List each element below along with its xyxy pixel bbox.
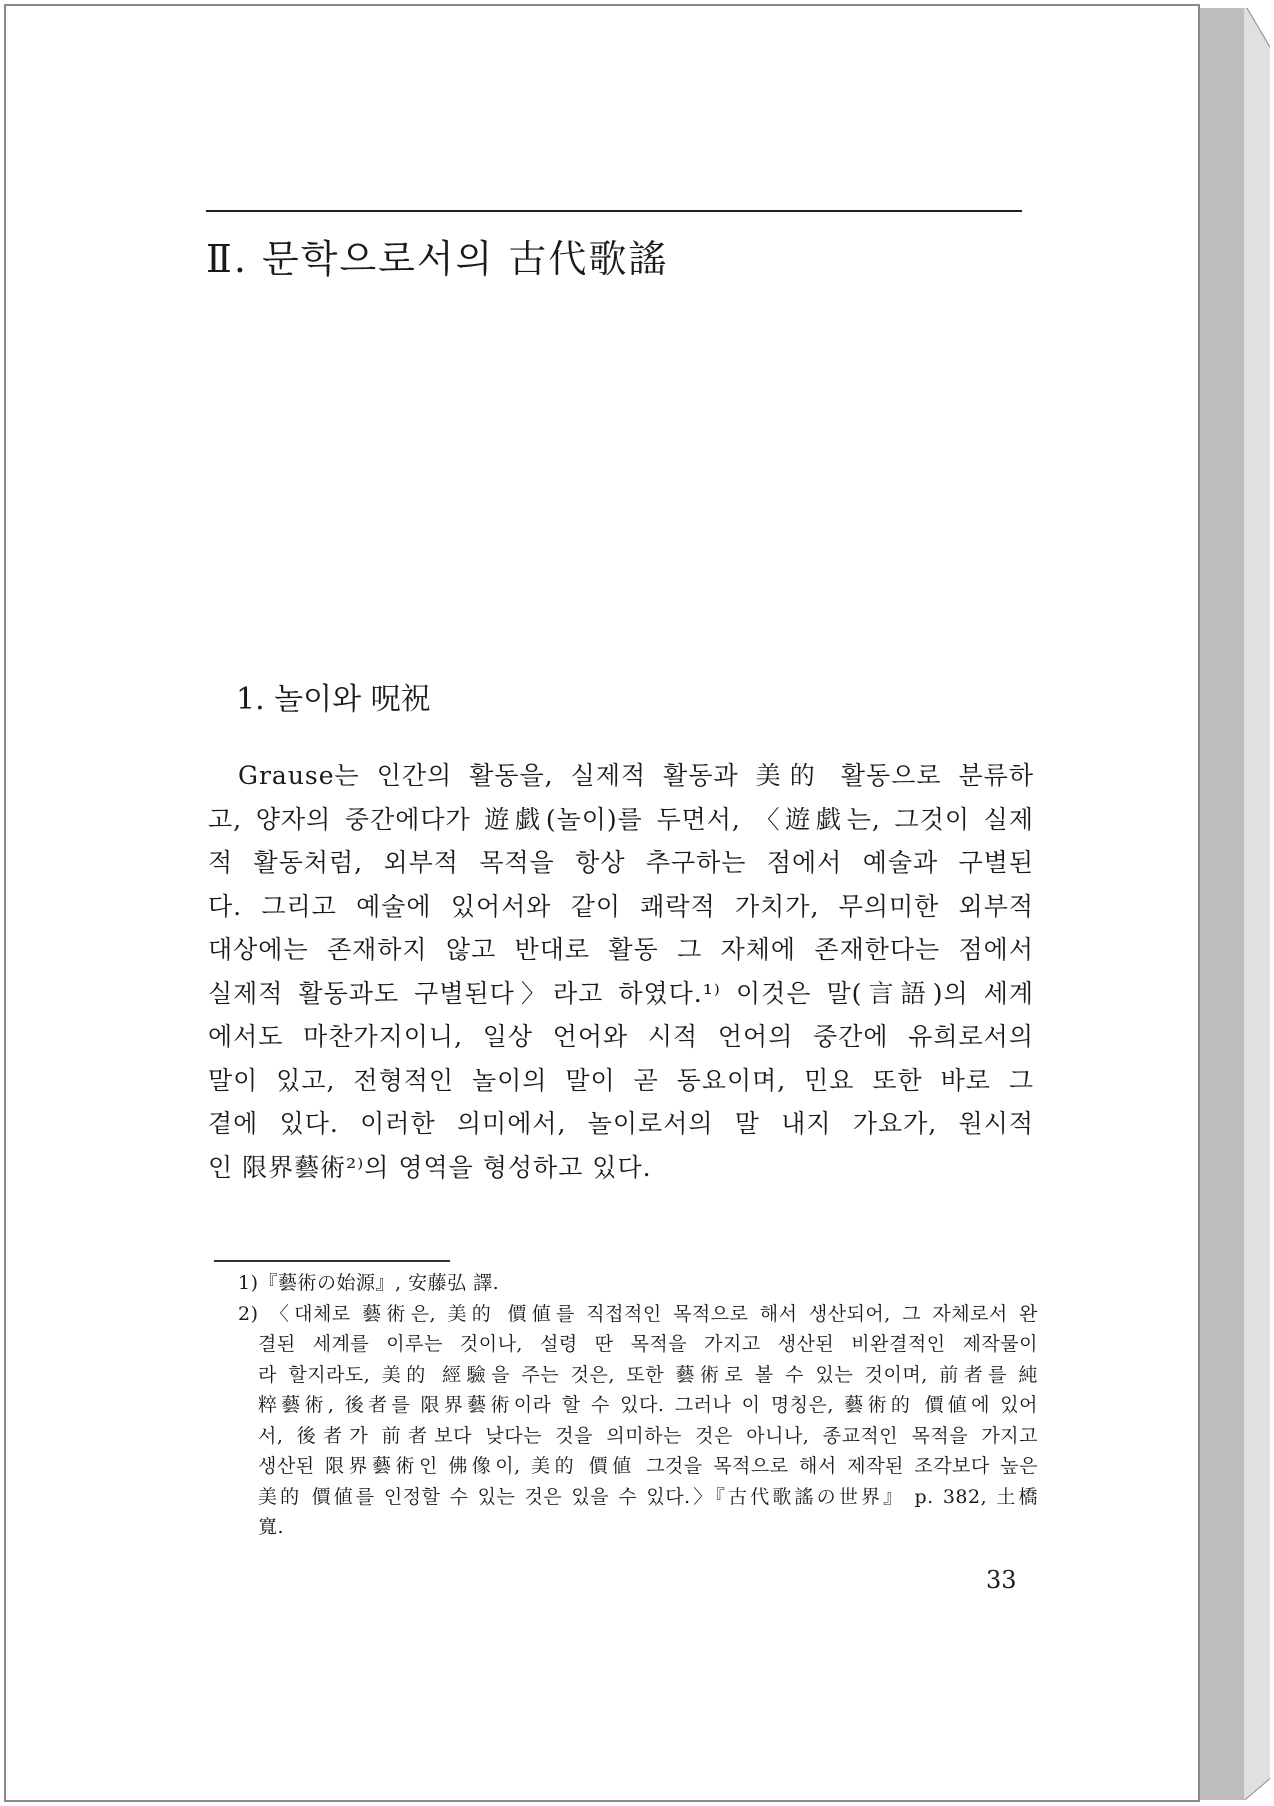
footnote-line: 라 할지라도, 美的 經驗을 주는 것은, 또한 藝術로 볼 수 있는 것이며, 前者를 純: [258, 1363, 1038, 1386]
body-line: 대상에는 존재하지 않고 반대로 활동 그 자체에 존재한다는 점에서: [208, 935, 1034, 964]
body-line: 실제적 활동과도 구별된다〉라고 하였다.¹⁾ 이것은 말(言語)의 세계: [208, 978, 1034, 1008]
footnotes: [238, 1268, 1038, 1543]
body-line: Grause는 인간의 활동을, 실제적 활동과 美的 활동으로 분류하: [238, 761, 1034, 790]
chapter-title: Ⅱ. 문학으로서의 古代歌謠: [206, 237, 669, 281]
body-paragraph: [208, 754, 1034, 1189]
body-line: 고, 양자의 중간에다가 遊戯(놀이)를 두면서, 〈遊戯는, 그것이 실제: [208, 804, 1034, 834]
footnote-2: 2) 〈대체로 藝術은, 美的 價値를 직접적인 목적으로 해서 생산되어, 그 자체로서 완: [238, 1302, 1038, 1325]
body-line: 인 限界藝術²⁾의 영역을 형성하고 있다.: [208, 1152, 652, 1182]
footnote-line: 美的 價値를 인정할 수 있는 것은 있을 수 있다.〉『古代歌謠の世界』 p. 382, 土橋: [258, 1485, 1038, 1508]
body-line: 곁에 있다. 이러한 의미에서, 놀이로서의 말 내지 가요가, 원시적: [208, 1109, 1034, 1138]
footnote-line: 결된 세계를 이루는 것이나, 설령 딴 목적을 가지고 생산된 비완결적인 제작물이: [258, 1333, 1038, 1355]
footnote-line: 생산된 限界藝術인 佛像이, 美的 價値 그것을 목적으로 해서 제작된 조각보다 높은: [258, 1455, 1038, 1477]
body-line: 말이 있고, 전형적인 놀이의 말이 곧 동요이며, 민요 또한 바로 그: [208, 1065, 1034, 1095]
footnote-line: 寬.: [258, 1516, 285, 1538]
body-line: 다. 그리고 예술에 있어서와 같이 쾌락적 가치가, 무의미한 외부적: [208, 891, 1034, 921]
page-number: 33: [986, 1566, 1017, 1594]
footnote-line: 서, 後者가 前者보다 낮다는 것을 의미하는 것은 아니나, 종교적인 목적을 가지고: [258, 1424, 1038, 1447]
footnote-line: 粹藝術, 後者를 限界藝術이라 할 수 있다. 그러나 이 명칭은, 藝術的 價値에 있어: [258, 1394, 1038, 1416]
book-side-edge: [1200, 8, 1270, 1800]
section-title: 1. 놀이와 呪祝: [236, 682, 431, 717]
body-line: 에서도 마찬가지이니, 일상 언어와 시적 언어의 중간에 유희로서의: [208, 1022, 1034, 1051]
chapter-top-rule: [206, 210, 1022, 212]
book-page: [4, 4, 1200, 1802]
body-line: 적 활동처럼, 외부적 목적을 항상 추구하는 점에서 예술과 구별된: [208, 848, 1034, 877]
footnote-1: 1)『藝術の始源』, 安藤弘 譯.: [238, 1272, 500, 1294]
footnote-rule: [214, 1260, 450, 1262]
